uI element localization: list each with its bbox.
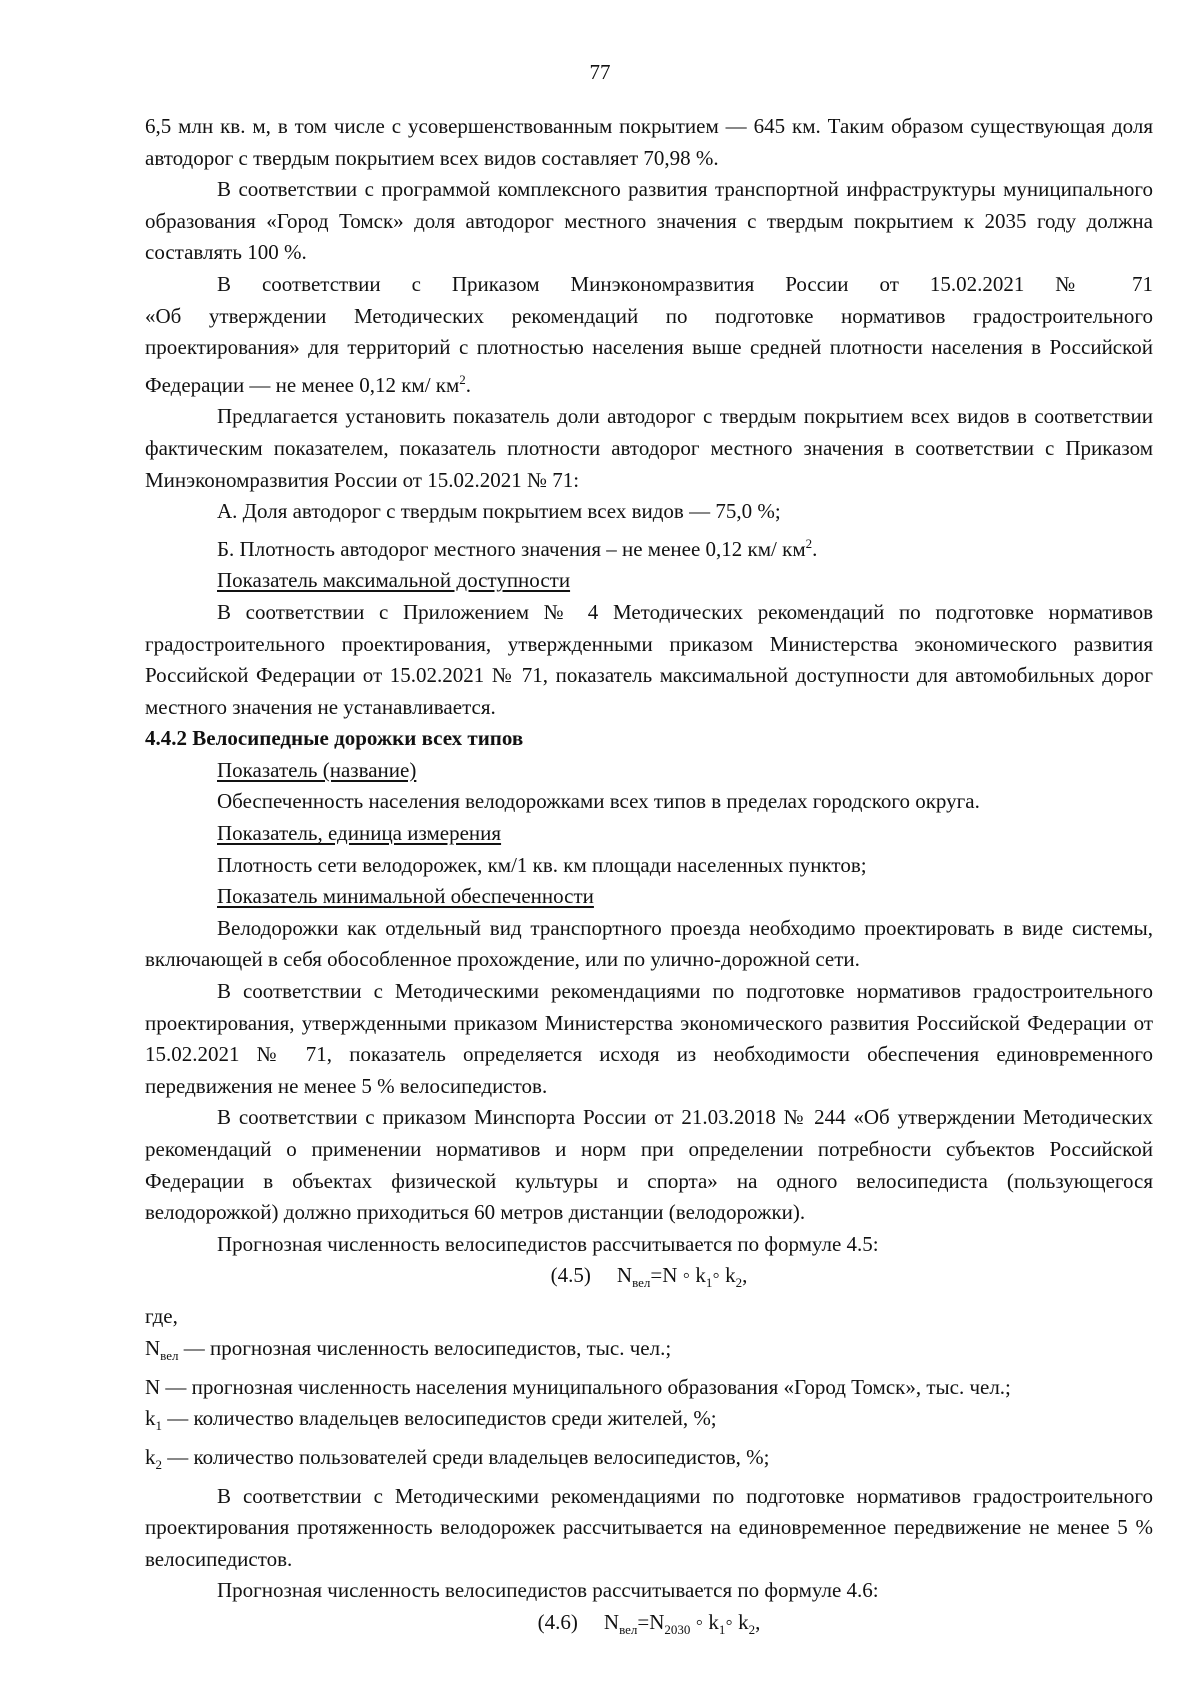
list-item-text: Б. Плотность автодорог местного значения – не менее 0,12 км/ км bbox=[217, 536, 806, 561]
superscript: 2 bbox=[459, 371, 466, 387]
paragraph: В соответствии с Методическими рекомендациями по подготовке нормативов градостроительного проектирования, утвержденными приказом Министерства экономического развития Российской Федерации от 15.02.2021 № 71, показатель определяется исходя из необходимости обеспечения единовременного передвижения не менее 5 % велосипедистов. bbox=[145, 979, 1153, 1098]
paragraph: Велодорожки как отдельный вид транспортного проезда необходимо проектировать в виде системы, включающей в себя обособленное прохождение, или по улично-дорожной сети. bbox=[145, 915, 1153, 972]
definition bbox=[145, 1403, 1153, 1442]
paragraph-end: . bbox=[465, 372, 472, 397]
definition bbox=[145, 1442, 1153, 1481]
formula-subscript: 2030 bbox=[664, 1622, 691, 1638]
section-heading: 4.4.2 Велосипедные дорожки всех типов bbox=[145, 726, 524, 751]
formula-part: =N bbox=[637, 1610, 665, 1635]
formula-4-6 bbox=[145, 1607, 1153, 1646]
paragraph-text: «Об утверждении Методических рекомендаций по подготовке нормативов градостроительного проектирования» для территорий с плотностью населения выше средней плотности населения в Российской Федерации — не менее 0,12 км/ км bbox=[145, 303, 1153, 397]
definition-symbol: k bbox=[145, 1444, 156, 1469]
formula-subscript: 1 bbox=[718, 1622, 726, 1638]
formula-number: (4.6) bbox=[537, 1610, 578, 1635]
definition bbox=[145, 1333, 1153, 1372]
paragraph: Предлагается установить показатель доли автодорог с твердым покрытием всех видов в соответствии фактическим показателем, показатель плотности автодорог местного значения в соответствии с Приказом Минэкономразвития России от 15.02.2021 № 71: bbox=[145, 404, 1153, 492]
formula-subscript: вел bbox=[619, 1622, 638, 1638]
list-item: А. Доля автодорог с твердым покрытием всех видов — 75,0 %; bbox=[217, 499, 781, 524]
formula-part: , bbox=[742, 1263, 748, 1288]
subheading-text: Показатель максимальной доступности bbox=[217, 568, 571, 593]
paragraph: В соответствии с Приложением № 4 Методических рекомендаций по подготовке нормативов градостроительного проектирования, утвержденными приказом Министерства экономического развития Российской Федерации от 15.02.2021 № 71, показатель максимальной доступности для автомобильных дорог местного значения не устанавливается. bbox=[145, 599, 1153, 719]
subheading-text: Показатель минимальной обеспеченности bbox=[217, 884, 594, 909]
subheading bbox=[145, 881, 1153, 913]
definition-subscript: 2 bbox=[155, 1457, 162, 1473]
definition-text: — количество пользователей среди владельцев велосипедистов, %; bbox=[162, 1444, 770, 1469]
formula-part: , bbox=[755, 1610, 761, 1635]
paragraph: Прогнозная численность велосипедистов рассчитывается по формуле 4.6: bbox=[217, 1578, 879, 1603]
definition-text: — количество владельцев велосипедистов среди жителей, %; bbox=[162, 1406, 717, 1431]
formula-subscript: 2 bbox=[748, 1622, 756, 1638]
formula-number: (4.5) bbox=[550, 1263, 591, 1288]
definition: N — прогнозная численность населения муниципального образования «Город Томск», тыс. чел.; bbox=[145, 1374, 1011, 1399]
formula-part: N bbox=[603, 1610, 620, 1635]
formula-part: ◦ k bbox=[712, 1263, 736, 1288]
definition-subscript: вел bbox=[160, 1347, 179, 1363]
formula-part: ◦ k bbox=[725, 1610, 749, 1635]
paragraph: В соответствии с программой комплексного развития транспортной инфраструктуры муниципального образования «Город Томск» доля автодорог местного значения с твердым покрытием к 2035 году должна составлять 100 %. bbox=[145, 177, 1153, 265]
paragraph: В соответствии с приказом Минспорта России от 21.03.2018 № 244 «Об утверждении Методических рекомендаций о применении нормативов и норм при определении потребности субъектов Российской Федерации в объектах физической культуры и спорта» на одного велосипедиста (пользующегося велодорожкой) должно приходиться 60 метров дистанции (велодорожки). bbox=[145, 1105, 1153, 1225]
formula-part: =N ◦ k bbox=[650, 1263, 706, 1288]
formula-part: ◦ k bbox=[690, 1610, 719, 1635]
formula-subscript: вел bbox=[632, 1275, 651, 1291]
list-item bbox=[145, 528, 1153, 566]
definition-symbol: N bbox=[145, 1335, 161, 1360]
superscript: 2 bbox=[805, 535, 813, 551]
list-item-end: . bbox=[812, 536, 818, 561]
paragraph: 6,5 млн кв. м, в том числе с усовершенствованным покрытием — 645 км. Таким образом существующая доля автодорог с твердым покрытием всех видов составляет 70,98 %. bbox=[145, 114, 1153, 170]
paragraph: Прогнозная численность велосипедистов рассчитывается по формуле 4.5: bbox=[217, 1231, 879, 1256]
subheading-text: Показатель (название) bbox=[217, 757, 417, 782]
definition-text: — прогнозная численность велосипедистов, тыс. чел.; bbox=[178, 1335, 672, 1360]
definition-symbol: k bbox=[145, 1406, 156, 1431]
subheading bbox=[145, 565, 1153, 597]
definition-subscript: 1 bbox=[155, 1418, 162, 1434]
page-number: 77 bbox=[589, 60, 611, 84]
paragraph bbox=[145, 301, 1153, 402]
subheading bbox=[145, 818, 1153, 850]
paragraph-line: В соответствии с Приказом Минэкономразвития России от 15.02.2021 № 71 bbox=[217, 271, 1153, 296]
paragraph: В соответствии с Методическими рекомендациями по подготовке нормативов градостроительного проектирования протяженность велодорожек рассчитывается на единовременное передвижение не менее 5 % велосипедистов. bbox=[145, 1483, 1153, 1571]
subheading bbox=[145, 755, 1153, 787]
formula-subscript: 2 bbox=[735, 1275, 743, 1291]
subheading-text: Показатель, единица измерения bbox=[217, 821, 502, 846]
page-content bbox=[145, 111, 1153, 1646]
formula-part: N bbox=[616, 1263, 633, 1288]
paragraph: Обеспеченность населения велодорожками всех типов в пределах городского округа. bbox=[217, 789, 980, 814]
formula-subscript: 1 bbox=[705, 1275, 713, 1291]
paragraph: где, bbox=[145, 1304, 178, 1329]
formula-4-5 bbox=[145, 1260, 1153, 1299]
paragraph: Плотность сети велодорожек, км/1 кв. км площади населенных пунктов; bbox=[217, 852, 867, 877]
